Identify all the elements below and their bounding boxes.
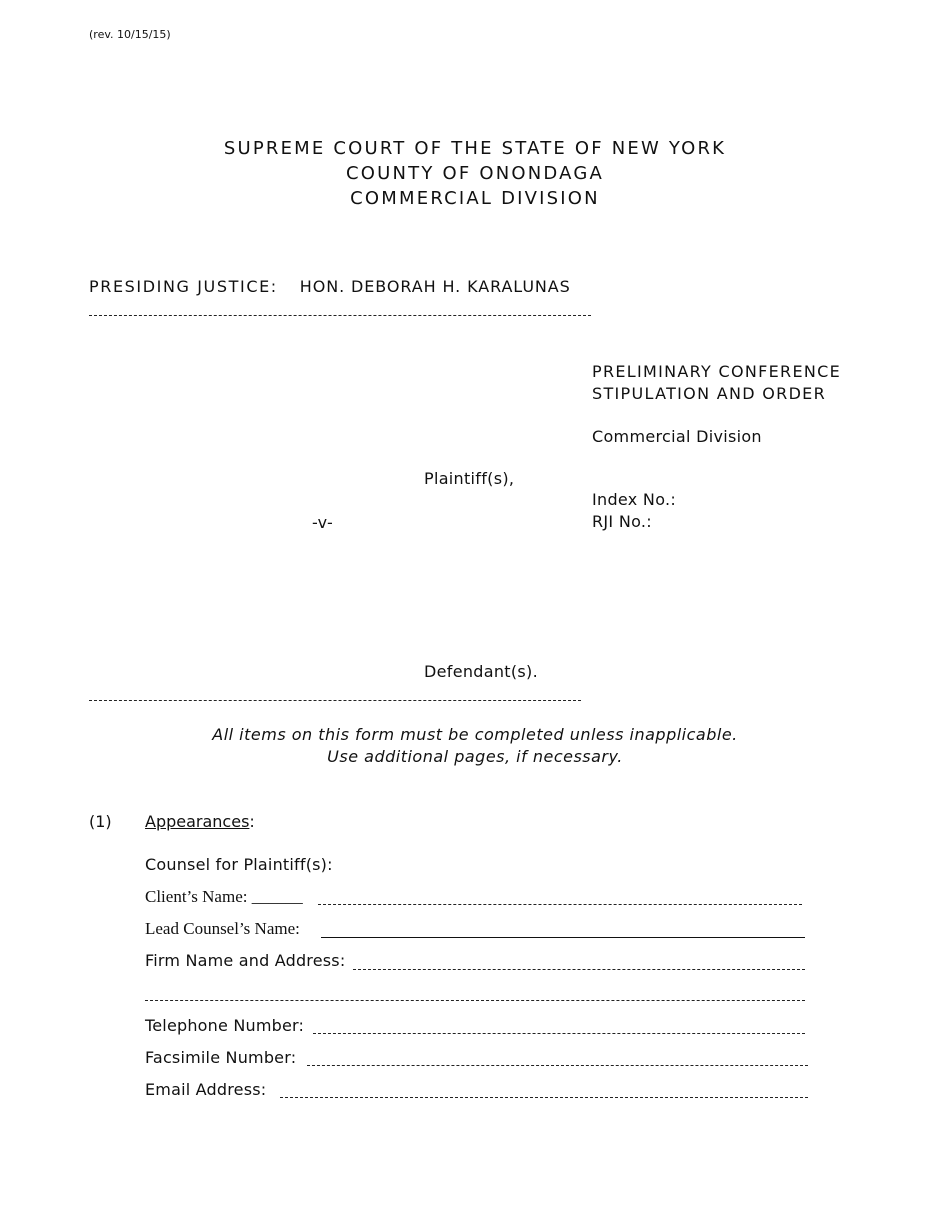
county-name: COUNTY OF ONONDAGA [346,163,604,184]
versus-label: -v- [312,513,334,532]
client-name-field[interactable] [318,904,802,905]
email-label: Email Address: [145,1080,267,1099]
court-name: SUPREME COURT OF THE STATE OF NEW YORK [223,138,727,159]
presiding-justice [89,277,571,296]
instructions-line2: Use additional pages, if necessary. [327,747,623,766]
header-rule [89,315,591,316]
section-title-text: Appearances [145,812,250,831]
revision-date: (rev. 10/15/15) [89,28,171,41]
plaintiff-label: Plaintiff(s), [424,469,515,488]
rji-number-label: RJI No.: [592,512,652,531]
counsel-for-plaintiff-header: Counsel for Plaintiff(s): [145,855,333,874]
defendant-label: Defendant(s). [424,662,538,681]
index-number-label: Index No.: [592,490,677,509]
telephone-field[interactable] [313,1033,805,1034]
client-name-label: Client’s Name: ______ [145,887,303,906]
facsimile-field[interactable] [307,1065,808,1066]
instructions-line1: All items on this form must be completed unless inapplicable. [212,725,738,744]
firm-name-address-label: Firm Name and Address: [145,951,346,970]
document-title-line1: PRELIMINARY CONFERENCE [592,362,842,381]
section-title-colon: : [249,812,255,831]
caption-rule [89,700,581,701]
document-title-line2: STIPULATION AND ORDER [592,384,827,403]
presiding-justice-label: PRESIDING JUSTICE: [89,277,278,296]
firm-name-address-field[interactable] [353,969,805,970]
lead-counsel-label: Lead Counsel’s Name: [145,919,300,938]
facsimile-label: Facsimile Number: [145,1048,297,1067]
section-title [145,812,255,831]
lead-counsel-field[interactable] [321,937,805,938]
division-name: COMMERCIAL DIVISION [350,188,600,209]
email-field[interactable] [280,1097,808,1098]
section-number: (1) [89,812,112,831]
telephone-label: Telephone Number: [145,1016,305,1035]
presiding-justice-name: HON. DEBORAH H. KARALUNAS [299,277,571,296]
division-label: Commercial Division [592,427,762,446]
firm-address-line2-field[interactable] [145,1000,805,1001]
